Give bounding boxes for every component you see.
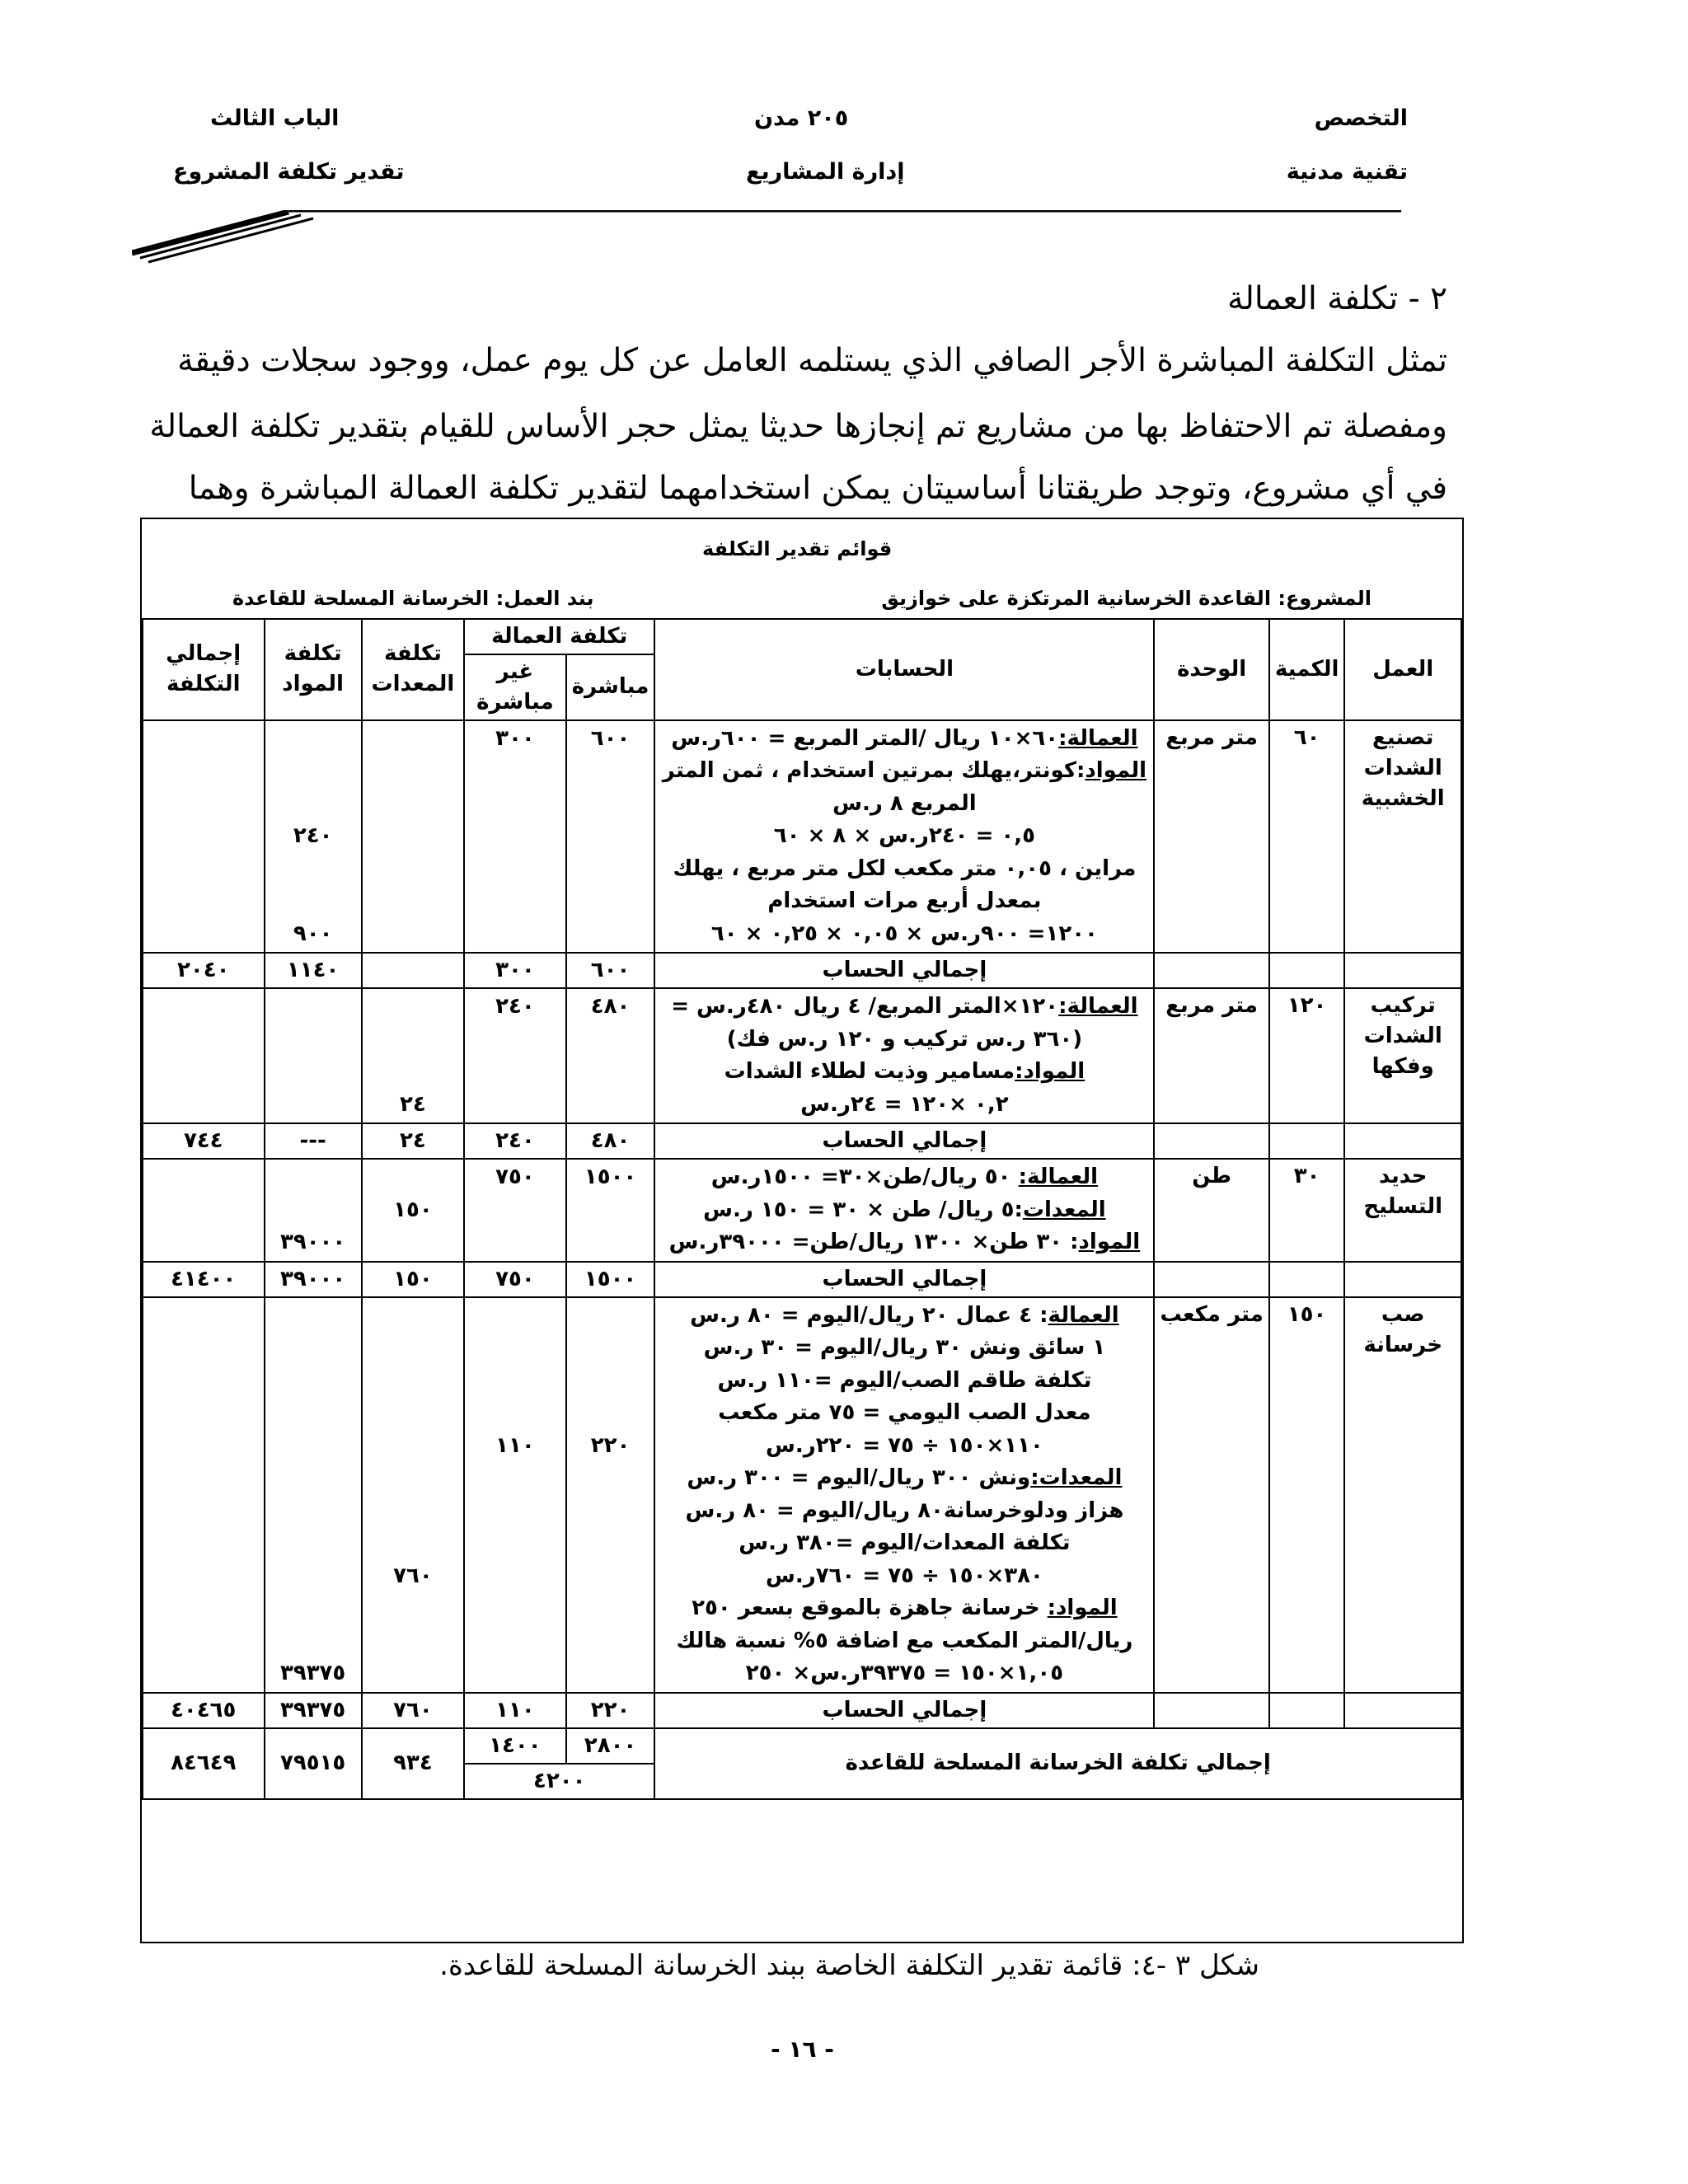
unit-cell: طن — [1154, 1159, 1268, 1262]
indirect-cell — [464, 720, 566, 954]
direct-cell-line — [572, 1397, 649, 1430]
equipment-cell-line — [368, 1495, 458, 1528]
indirect-cell-line — [470, 755, 560, 788]
equipment-cell-line — [368, 723, 458, 756]
direct-cell-line: ٤٨٠ — [590, 994, 631, 1019]
subtotal-equipment: ٢٤ — [362, 1123, 464, 1159]
indirect-cell — [464, 1297, 566, 1693]
header-equipment: تكلفة المعدات — [362, 619, 464, 720]
unit-cell: متر مربع — [1154, 720, 1268, 954]
equipment-cell-line — [368, 820, 458, 853]
calc-line-label: المعدات: — [1030, 1465, 1123, 1491]
materials-cell-line — [270, 1194, 356, 1227]
subtotal-blank — [1154, 1693, 1268, 1728]
calc-line — [660, 1397, 1148, 1430]
header-indirect: غير مباشرة — [464, 654, 566, 720]
work-cell: صب خرسانة — [1344, 1297, 1461, 1693]
direct-cell-line — [572, 1625, 649, 1658]
header-specialty-label: التخصص — [1314, 105, 1408, 131]
indirect-cell-line — [470, 885, 560, 918]
cost-estimate-sheet — [140, 518, 1464, 1943]
direct-cell-line — [572, 1089, 649, 1122]
subtotal-blank — [1269, 1262, 1345, 1297]
indirect-cell-line — [470, 1625, 560, 1658]
direct-cell — [566, 988, 655, 1123]
indirect-cell-line — [470, 853, 560, 886]
subtotal-direct: ٢٢٠ — [566, 1693, 655, 1728]
subtotal-blank — [1269, 953, 1345, 988]
calc-line — [660, 1560, 1148, 1593]
calc-line — [660, 1657, 1148, 1690]
grand-total-direct: ٢٨٠٠ — [566, 1728, 655, 1764]
indirect-cell-line — [470, 1056, 560, 1089]
materials-cell — [265, 720, 362, 954]
subtotal-materials: ١١٤٠ — [265, 953, 362, 988]
calc-line-text: تكلفة طاقم الصب/اليوم =١١٠ ر.س — [717, 1367, 1092, 1393]
cost-table-body — [143, 720, 1461, 1799]
subtotal-total: ٤٠٤٦٥ — [143, 1693, 265, 1728]
equipment-cell-line — [368, 1397, 458, 1430]
calc-line-label: المعدات — [1022, 1197, 1106, 1222]
calc-line-text: :كونتر،يهلك بمرتين استخدام ، ثمن المتر — [662, 758, 1085, 784]
equipment-cell-line: ٢٤ — [400, 1091, 426, 1117]
calc-line-text: ١٢٠٠= ٩٠٠ر.س × ٠,٠٥ × ٠,٢٥ × ٦٠ — [710, 921, 1098, 946]
calc-line — [660, 1194, 1148, 1227]
subtotal-blank — [1269, 1693, 1345, 1728]
equipment-cell-line — [368, 1430, 458, 1463]
calc-line-text: ريال/المتر المكعب مع اضافة ٥% نسبة هالك — [676, 1628, 1133, 1653]
header-direct: مباشرة — [566, 654, 655, 720]
header-calculations: الحسابات — [654, 619, 1154, 720]
total-cell — [143, 988, 265, 1123]
calc-line-text: ١١٠×١٥٠ ÷ ٧٥ = ٢٢٠ر.س — [765, 1432, 1043, 1458]
materials-cell-line — [270, 1430, 356, 1463]
calc-line-text: ١ سائق ونش ٣٠ ريال/اليوم = ٣٠ ر.س — [703, 1335, 1106, 1361]
header-materials: تكلفة المواد — [265, 619, 362, 720]
calc-cell — [654, 720, 1154, 954]
total-cell — [143, 720, 265, 954]
calc-line — [660, 820, 1148, 853]
direct-cell-line: ٦٠٠ — [590, 725, 631, 751]
materials-cell-line: ٢٤٠ — [293, 823, 333, 849]
calc-line — [660, 1089, 1148, 1122]
materials-cell-line — [270, 755, 356, 788]
equipment-cell — [362, 720, 464, 954]
subtotal-materials: --- — [265, 1123, 362, 1159]
calc-line — [660, 1056, 1148, 1089]
materials-cell-line — [270, 1024, 356, 1057]
materials-cell-line — [270, 885, 356, 918]
subtotal-row — [143, 953, 1461, 988]
grand-total-row — [143, 1728, 1461, 1764]
work-item-label: بند العمل: الخرسانة المسلحة للقاعدة — [232, 587, 594, 610]
paragraph-line-1: تمثل التكلفة المباشرة الأجر الصافي الذي يستلمه العامل عن كل يوم عمل، ووجود سجلات دقيقة — [177, 342, 1447, 379]
materials-cell-line: ٣٩٣٧٥ — [279, 1661, 346, 1686]
materials-cell-line — [270, 1161, 356, 1194]
materials-cell-line — [270, 1560, 356, 1593]
header-total: إجمالي التكلفة — [143, 619, 265, 720]
indirect-cell-line — [470, 1592, 560, 1625]
calc-line-text: معدل الصب اليومي = ٧٥ متر مكعب — [718, 1400, 1091, 1426]
equipment-cell-line — [368, 788, 458, 821]
indirect-cell-line — [470, 1194, 560, 1227]
calc-line-label: المواد: — [1047, 1596, 1118, 1621]
subtotal-equipment — [362, 953, 464, 988]
grand-total-indirect: ١٤٠٠ — [464, 1728, 566, 1764]
equipment-cell-line — [368, 918, 458, 951]
direct-cell-line — [572, 918, 649, 951]
direct-cell-line: ٢٢٠ — [590, 1432, 631, 1458]
work-cell: حديد التسليح — [1344, 1159, 1461, 1262]
calc-line-text: هزاز ودلوخرسانة٨٠ ريال/اليوم = ٨٠ ر.س — [685, 1497, 1124, 1523]
direct-cell — [566, 1159, 655, 1262]
indirect-cell-line: ٢٤٠ — [495, 994, 535, 1019]
calc-line — [660, 1430, 1148, 1463]
calc-line-text: بمعدل أربع مرات استخدام — [767, 888, 1042, 914]
calc-line — [660, 1527, 1148, 1560]
calc-line-text: تكلفة المعدات/اليوم =٣٨٠ ر.س — [738, 1530, 1071, 1556]
calc-line — [660, 1024, 1148, 1057]
materials-cell-line — [270, 1527, 356, 1560]
subtotal-blank — [1154, 1262, 1268, 1297]
equipment-cell — [362, 1159, 464, 1262]
header-quantity: الكمية — [1269, 619, 1345, 720]
equipment-cell-line — [368, 1332, 458, 1365]
sheet-title: قوائم تقدير التكلفة — [702, 537, 893, 560]
subtotal-label: إجمالي الحساب — [654, 1693, 1154, 1728]
materials-cell-line — [270, 1625, 356, 1658]
subtotal-blank — [1154, 1123, 1268, 1159]
calc-line — [660, 1495, 1148, 1528]
subtotal-equipment: ١٥٠ — [362, 1262, 464, 1297]
paragraph-line-3: في أي مشروع، وتوجد طريقتانا أساسيتان يمكن استخدامهما لتقدير تكلفة العمالة المباشرة وهما — [188, 470, 1447, 507]
calc-line-text: مراين ، ٠,٠٥ متر مكعب لكل متر مربع ، يهلك — [673, 855, 1137, 881]
calc-line — [660, 918, 1148, 951]
calc-line-text: ونش ٣٠٠ ريال/اليوم = ٣٠٠ ر.س — [687, 1465, 1031, 1491]
subtotal-total: ٧٤٤ — [143, 1123, 265, 1159]
calc-line — [660, 1592, 1148, 1625]
direct-cell-line — [572, 788, 649, 821]
equipment-cell-line — [368, 1056, 458, 1089]
indirect-cell-line — [470, 1332, 560, 1365]
equipment-cell-line — [368, 1625, 458, 1658]
project-label: المشروع: القاعدة الخرسانية المرتكزة على خوازيق — [881, 587, 1372, 610]
direct-cell-line — [572, 1332, 649, 1365]
direct-cell-line — [572, 755, 649, 788]
cost-table — [142, 618, 1462, 1800]
calc-line-text: (٣٦٠ ر.س تركيب و ١٢٠ ر.س فك) — [726, 1026, 1083, 1052]
materials-cell-line — [270, 1089, 356, 1122]
calc-line — [660, 991, 1148, 1024]
direct-cell-line — [572, 853, 649, 886]
calc-line-label: العمالة: — [1018, 1165, 1099, 1190]
subtotal-blank — [1269, 1123, 1345, 1159]
calc-line — [660, 788, 1148, 821]
calc-cell — [654, 1159, 1154, 1262]
calc-line-text: المربع ٨ ر.س — [832, 790, 977, 816]
equipment-cell-line — [368, 1592, 458, 1625]
subtotal-indirect: ٧٥٠ — [464, 1262, 566, 1297]
indirect-cell-line — [470, 1089, 560, 1122]
equipment-cell-line — [368, 1365, 458, 1398]
subtotal-total: ٤١٤٠٠ — [143, 1262, 265, 1297]
materials-cell-line — [270, 1462, 356, 1495]
indirect-cell-line — [470, 1024, 560, 1057]
materials-cell-line — [270, 788, 356, 821]
materials-cell-line — [270, 1397, 356, 1430]
header-chapter-title: تقدير تكلفة المشروع — [173, 159, 405, 185]
subtotal-blank — [1344, 953, 1461, 988]
quantity-cell: ١٢٠ — [1269, 988, 1345, 1123]
subtotal-row — [143, 1262, 1461, 1297]
subtotal-label: إجمالي الحساب — [654, 1123, 1154, 1159]
calc-line-text: : ٣٠ طن× ١٣٠٠ ريال/طن= ٣٩٠٠٠ر.س — [668, 1230, 1079, 1255]
equipment-cell — [362, 1297, 464, 1693]
materials-cell-line — [270, 1495, 356, 1528]
figure-caption: شكل ٣ -٤: قائمة تقدير التكلفة الخاصة ببند الخرسانة المسلحة للقاعدة. — [439, 1949, 1259, 1982]
indirect-cell-line — [470, 788, 560, 821]
calc-line-text: خرسانة جاهزة بالموقع بسعر ٢٥٠ — [692, 1596, 1048, 1621]
header-unit: الوحدة — [1154, 619, 1268, 720]
calc-line-label: العمالة: — [1058, 725, 1138, 751]
materials-cell-line — [270, 1332, 356, 1365]
subtotal-indirect: ٣٠٠ — [464, 953, 566, 988]
equipment-cell-line — [368, 1024, 458, 1057]
direct-cell-line: ١٥٠٠ — [584, 1165, 637, 1190]
table-row — [143, 1297, 1461, 1693]
direct-cell-line — [572, 820, 649, 853]
indirect-cell-line — [470, 1365, 560, 1398]
subtotal-blank — [1344, 1262, 1461, 1297]
calc-line-text: :٥ ريال/ طن × ٣٠ = ١٥٠ ر.س — [703, 1197, 1023, 1222]
equipment-cell-line — [368, 1161, 458, 1194]
calc-line-label: المواد — [1078, 1230, 1141, 1255]
equipment-cell-line: ٧٦٠ — [393, 1563, 433, 1588]
indirect-cell-line — [470, 1462, 560, 1495]
calc-line — [660, 755, 1148, 788]
indirect-cell-line: ٧٥٠ — [495, 1165, 535, 1190]
direct-cell-line — [572, 1226, 649, 1259]
calc-line — [660, 853, 1148, 886]
indirect-cell-line — [470, 1560, 560, 1593]
materials-cell — [265, 1297, 362, 1693]
quantity-cell: ١٥٠ — [1269, 1297, 1345, 1693]
direct-cell — [566, 1297, 655, 1693]
materials-cell-line — [270, 1592, 356, 1625]
table-row — [143, 720, 1461, 954]
table-row — [143, 1159, 1461, 1262]
calc-line — [660, 1365, 1148, 1398]
materials-cell-line — [270, 853, 356, 886]
calc-cell — [654, 988, 1154, 1123]
calc-line-text: ٠,٥ = ٢٤٠ر.س × ٨ × ٦٠ — [773, 823, 1036, 849]
indirect-cell-line — [470, 1657, 560, 1690]
calc-line-text: ٦٠×١٠ ريال /المتر المربع = ٦٠٠ر.س — [671, 725, 1059, 751]
indirect-cell-line — [470, 1495, 560, 1528]
calc-line-text: ٠,٢ ×١٢٠ = ٢٤ر.س — [800, 1091, 1009, 1117]
materials-cell-line — [270, 1300, 356, 1333]
subtotal-row — [143, 1693, 1461, 1728]
subtotal-blank — [1344, 1693, 1461, 1728]
header-chapter-label: الباب الثالث — [210, 105, 340, 131]
materials-cell-line — [270, 723, 356, 756]
indirect-cell-line — [470, 918, 560, 951]
indirect-cell-line — [470, 1397, 560, 1430]
table-row — [143, 988, 1461, 1123]
subtotal-label: إجمالي الحساب — [654, 953, 1154, 988]
indirect-cell-line — [470, 1226, 560, 1259]
calc-line-label: المواد — [1085, 758, 1147, 784]
indirect-cell-line — [470, 1300, 560, 1333]
paragraph-line-2: ومفصلة تم الاحتفاظ بها من مشاريع تم إنجازها حديثا يمثل حجر الأساس للقيام بتقدير تكلفة العمالة — [149, 408, 1447, 445]
calc-line-text: : ٤ عمال ٢٠ ريال/اليوم = ٨٠ ر.س — [690, 1302, 1048, 1328]
header-course-code: ٢٠٥ مدن — [754, 105, 849, 131]
calc-cell — [654, 1297, 1154, 1693]
equipment-cell-line — [368, 885, 458, 918]
equipment-cell-line: ١٥٠ — [393, 1197, 433, 1222]
indirect-cell — [464, 988, 566, 1123]
calc-line-label: العمالة: — [1058, 994, 1138, 1019]
direct-cell-line — [572, 1560, 649, 1593]
header-work: العمل — [1344, 619, 1461, 720]
page-number: - ١٦ - — [771, 2036, 834, 2063]
materials-cell-line — [270, 1056, 356, 1089]
unit-cell: متر مكعب — [1154, 1297, 1268, 1693]
equipment-cell-line — [368, 1657, 458, 1690]
direct-cell-line — [572, 1194, 649, 1227]
materials-cell-line — [270, 1365, 356, 1398]
materials-cell-line — [270, 991, 356, 1024]
calc-line-text: ٣٨٠×١٥٠ ÷ ٧٥ = ٧٦٠ر.س — [765, 1563, 1043, 1588]
calc-line — [660, 1161, 1148, 1194]
subtotal-equipment: ٧٦٠ — [362, 1693, 464, 1728]
direct-cell-line — [572, 885, 649, 918]
grand-total-label: إجمالي تكلفة الخرسانة المسلحة للقاعدة — [654, 1728, 1461, 1799]
work-cell: تصنيع الشدات الخشبية — [1344, 720, 1461, 954]
materials-cell — [265, 1159, 362, 1262]
grand-total-equipment: ٩٣٤ — [362, 1728, 464, 1799]
header-course-name: إدارة المشاريع — [746, 159, 905, 185]
subtotal-blank — [1154, 953, 1268, 988]
calc-line-text: ١,٠٥×١٥٠ = ٣٩٣٧٥ر.س× ٢٥٠ — [745, 1661, 1064, 1686]
grand-total-materials: ٧٩٥١٥ — [265, 1728, 362, 1799]
calc-line — [660, 723, 1148, 756]
direct-cell-line — [572, 1056, 649, 1089]
header-specialty-value: تقنية مدنية — [1286, 159, 1408, 185]
calc-line-text: مسامير وذيت لطلاء الشدات — [724, 1059, 1015, 1085]
direct-cell-line — [572, 1495, 649, 1528]
calc-line — [660, 1300, 1148, 1333]
equipment-cell-line — [368, 1462, 458, 1495]
equipment-cell-line — [368, 1226, 458, 1259]
subtotal-direct: ٦٠٠ — [566, 953, 655, 988]
calc-line — [660, 1462, 1148, 1495]
calc-line — [660, 1625, 1148, 1658]
calc-line — [660, 1332, 1148, 1365]
subtotal-direct: ٤٨٠ — [566, 1123, 655, 1159]
calc-line-label: العمالة — [1048, 1302, 1119, 1328]
subtotal-row — [143, 1123, 1461, 1159]
subtotal-indirect: ١١٠ — [464, 1693, 566, 1728]
grand-total-total: ٨٤٦٤٩ — [143, 1728, 265, 1799]
quantity-cell: ٦٠ — [1269, 720, 1345, 954]
total-cell — [143, 1159, 265, 1262]
direct-cell-line — [572, 1024, 649, 1057]
quantity-cell: ٣٠ — [1269, 1159, 1345, 1262]
equipment-cell-line — [368, 1527, 458, 1560]
indirect-cell-line — [470, 820, 560, 853]
header-rule — [132, 210, 1418, 268]
subtotal-materials: ٣٩٣٧٥ — [265, 1693, 362, 1728]
section-title: ٢ - تكلفة العمالة — [1227, 280, 1447, 317]
calc-line — [660, 1226, 1148, 1259]
calc-line — [660, 885, 1148, 918]
materials-cell-line: ٩٠٠ — [293, 921, 333, 946]
unit-cell: متر مربع — [1154, 988, 1268, 1123]
calc-line-label: المواد: — [1015, 1059, 1085, 1085]
subtotal-direct: ١٥٠٠ — [566, 1262, 655, 1297]
total-cell — [143, 1297, 265, 1693]
subtotal-blank — [1344, 1123, 1461, 1159]
subtotal-materials: ٣٩٠٠٠ — [265, 1262, 362, 1297]
indirect-cell-line: ٣٠٠ — [495, 725, 535, 751]
direct-cell-line — [572, 1300, 649, 1333]
materials-cell-line: ٣٩٠٠٠ — [279, 1230, 346, 1255]
indirect-cell-line: ١١٠ — [495, 1432, 535, 1458]
equipment-cell — [362, 988, 464, 1123]
direct-cell — [566, 720, 655, 954]
direct-cell-line — [572, 1527, 649, 1560]
work-cell: تركيب الشدات وفكها — [1344, 988, 1461, 1123]
subtotal-indirect: ٢٤٠ — [464, 1123, 566, 1159]
equipment-cell-line — [368, 853, 458, 886]
indirect-cell-line — [470, 1527, 560, 1560]
direct-cell-line — [572, 1365, 649, 1398]
indirect-cell — [464, 1159, 566, 1262]
materials-cell — [265, 988, 362, 1123]
equipment-cell-line — [368, 1300, 458, 1333]
direct-cell-line — [572, 1462, 649, 1495]
grand-total-labor-sum: ٤٢٠٠ — [464, 1764, 654, 1799]
equipment-cell-line — [368, 755, 458, 788]
header-labor-cost: تكلفة العمالة — [464, 619, 654, 654]
calc-line-text: ١٢٠×المتر المربع/ ٤ ريال ٤٨٠ر.س = — [671, 994, 1059, 1019]
direct-cell-line — [572, 1657, 649, 1690]
subtotal-label: إجمالي الحساب — [654, 1262, 1154, 1297]
equipment-cell-line — [368, 991, 458, 1024]
subtotal-total: ٢٠٤٠ — [143, 953, 265, 988]
direct-cell-line — [572, 1592, 649, 1625]
calc-line-text: ٥٠ ريال/طن×٣٠= ١٥٠٠ر.س — [710, 1165, 1019, 1190]
